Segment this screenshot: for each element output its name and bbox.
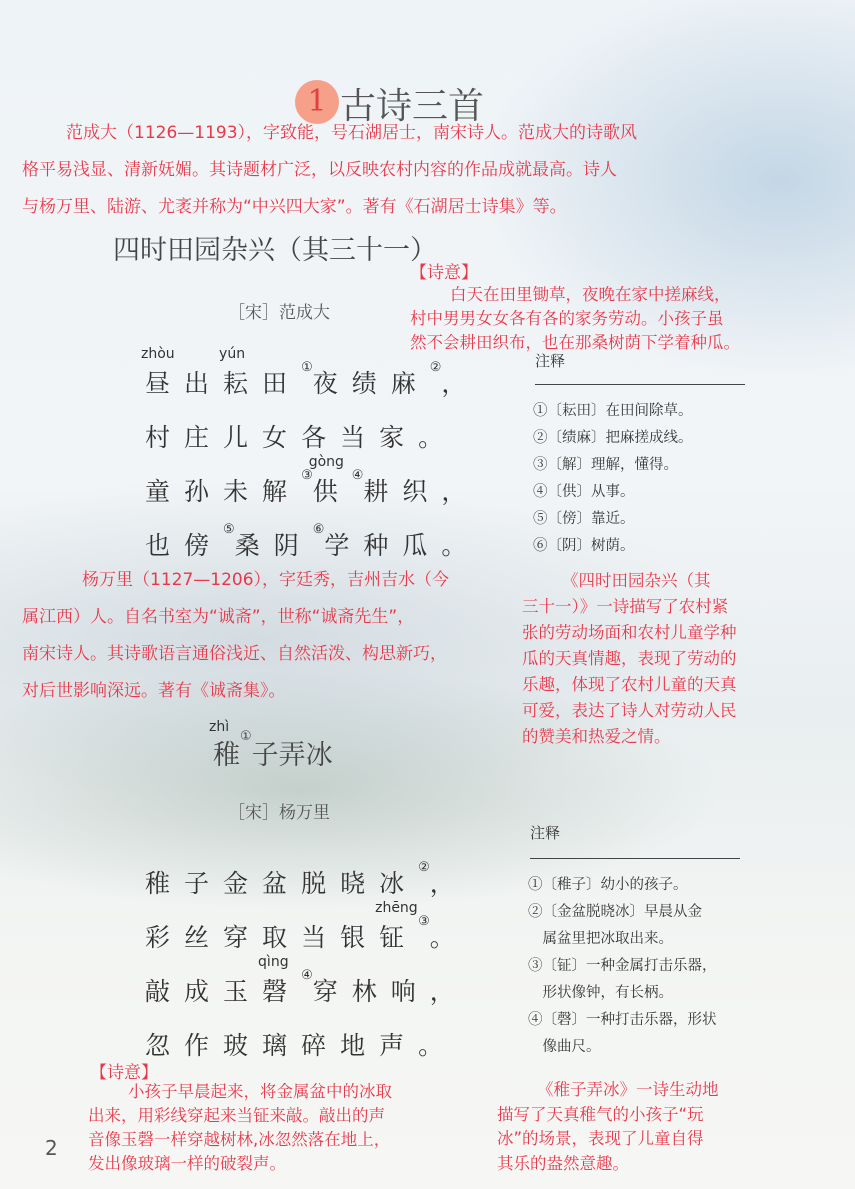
char: 成 xyxy=(184,977,224,1006)
meaning-line: 白天在田里锄草，夜晚在家中搓麻线， xyxy=(450,285,731,304)
char: 作 xyxy=(184,1031,224,1060)
footnote-marker: ⑤ xyxy=(223,522,235,537)
poem-char xyxy=(184,918,223,954)
bio-line: 属江西）人。自名书室为“诚斋”，世称“诚斋先生”， xyxy=(22,607,415,627)
char: 昼 xyxy=(145,369,185,398)
poem-char xyxy=(145,418,184,454)
text-line: ②〔绩麻〕把麻搓成线。 xyxy=(533,430,693,446)
poet-bio-yang xyxy=(22,562,502,710)
char: 。 xyxy=(441,531,481,560)
bio-line: 对后世影响深远。著有《诚斋集》。 xyxy=(22,681,286,701)
poem1-meaning-label: 【诗意】 xyxy=(410,263,478,283)
lesson-number-badge: 1 xyxy=(295,80,339,124)
char: 磬 xyxy=(262,977,302,1006)
text-line: ①〔稚子〕幼小的孩子。 xyxy=(528,877,688,893)
text-line: 可爱，表达了诗人对劳动人民 xyxy=(522,701,737,720)
char: 桑 xyxy=(234,531,274,560)
char: 瓜 xyxy=(402,531,442,560)
bio-line: 范成大（1126—1193），字致能，号石湖居士，南宋诗人。范成大的诗歌风 xyxy=(66,123,638,143)
poem-char xyxy=(375,900,430,954)
poem-char xyxy=(262,864,301,900)
text-line: ④〔磬〕一种打击乐器，形状 xyxy=(528,1012,717,1028)
text-line: ①〔耘田〕在田间除草。 xyxy=(533,403,693,419)
poem-char xyxy=(340,864,379,900)
meaning-line: 村中男男女女各有各的家务劳动。小孩子虽 xyxy=(410,309,724,328)
poem-char xyxy=(340,1026,379,1062)
text-line: ②〔金盆脱晓冰〕早晨从金 xyxy=(528,904,702,920)
char: ， xyxy=(429,977,469,1006)
char: ， xyxy=(441,477,481,506)
char: 玉 xyxy=(223,977,263,1006)
text-line: 发出像玻璃一样的破裂声。 xyxy=(88,1154,286,1173)
bio-line: 杨万里（1127—1206），字廷秀，吉州吉水（今 xyxy=(82,570,450,590)
poem-char xyxy=(223,972,262,1008)
poem-char xyxy=(430,864,469,900)
poem1-meaning xyxy=(410,283,790,355)
text-line: 像曲尺。 xyxy=(528,1039,601,1055)
poem-char xyxy=(223,918,262,954)
poet-bio-fan xyxy=(22,115,842,226)
char: 供 xyxy=(312,477,352,506)
poem-char xyxy=(313,972,352,1008)
poem-char xyxy=(273,522,325,562)
text-line: 瓜的天真情趣，表现了劳动的 xyxy=(522,649,737,668)
poem-char xyxy=(418,1026,457,1062)
char: 耘 xyxy=(223,369,263,398)
text-line: 其乐的盎然意趣。 xyxy=(497,1153,629,1173)
char: 盆 xyxy=(262,869,302,898)
poem-char xyxy=(262,418,301,454)
poem-char xyxy=(184,418,223,454)
poem-char xyxy=(441,472,480,508)
poem-char xyxy=(301,918,340,954)
char: 穿 xyxy=(223,923,263,952)
pinyin: zhì xyxy=(209,719,230,735)
char: 银 xyxy=(340,923,380,952)
poem-char xyxy=(184,472,223,508)
poem2-body xyxy=(145,846,469,1062)
poem-char xyxy=(184,364,223,400)
poem2-meaning xyxy=(88,1080,448,1176)
poem-char xyxy=(340,918,379,954)
text-line: ③〔解〕理解，懂得。 xyxy=(533,457,678,473)
char: 童 xyxy=(145,477,185,506)
char: 阴 xyxy=(273,531,313,560)
char: 忽 xyxy=(145,1031,185,1060)
char: 璃 xyxy=(262,1031,302,1060)
poem-char xyxy=(262,1026,301,1062)
text-line: 属盆里把冰取出来。 xyxy=(528,931,673,947)
title-char: 子 xyxy=(251,740,279,771)
char: 脱 xyxy=(301,869,341,898)
char: 金 xyxy=(223,869,263,898)
text-line: 描写了天真稚气的小孩子“玩 xyxy=(497,1104,704,1124)
text-line: 张的劳动场面和农村儿童学种 xyxy=(522,623,737,642)
poem-char xyxy=(324,526,363,562)
footnote-marker: ① xyxy=(301,360,313,375)
char: 。 xyxy=(418,423,458,452)
char: 麻 xyxy=(390,369,430,398)
poem1-title: 四时田园杂兴（其三十一） xyxy=(113,235,437,266)
meaning-line: 然不会耕田织布，也在那桑树荫下学着种瓜。 xyxy=(410,333,740,352)
poem-char xyxy=(340,418,379,454)
poem-char xyxy=(262,918,301,954)
char: 未 xyxy=(223,477,263,506)
notes-divider xyxy=(530,858,740,859)
poem2-notes-title: 注释 xyxy=(530,824,561,842)
poem-char xyxy=(219,346,263,400)
poem-char xyxy=(402,526,441,562)
poem-char xyxy=(301,418,340,454)
pinyin: qìng xyxy=(258,954,289,970)
char: 取 xyxy=(262,923,302,952)
poem-char xyxy=(352,972,391,1008)
text-line: 小孩子早晨起来，将金属盆中的冰取 xyxy=(128,1082,392,1101)
char: 学 xyxy=(324,531,364,560)
char: 敲 xyxy=(145,977,185,1006)
char: 钲 xyxy=(379,923,419,952)
notes-divider xyxy=(535,384,745,385)
poem-char xyxy=(352,364,391,400)
char: 儿 xyxy=(223,423,263,452)
poem-char xyxy=(145,472,184,508)
char: 种 xyxy=(363,531,403,560)
footnote-marker: ① xyxy=(240,729,252,744)
char: 当 xyxy=(301,923,341,952)
text-line: 出来，用彩线穿起来当钲来敲。敲出的声 xyxy=(88,1106,385,1125)
poem-char xyxy=(363,526,402,562)
char: 解 xyxy=(262,477,302,506)
poem1-notes-title: 注释 xyxy=(535,352,566,370)
poem1-author: ［宋］范成大 xyxy=(228,303,330,323)
poem-char xyxy=(145,1026,184,1062)
char: 冰 xyxy=(379,869,419,898)
poem-char xyxy=(145,918,184,954)
poem-char xyxy=(235,526,274,562)
poem-char xyxy=(223,418,262,454)
char: 田 xyxy=(262,369,302,398)
poem-line xyxy=(145,400,480,454)
pinyin: yún xyxy=(219,346,246,362)
poem-char xyxy=(379,860,430,900)
poem-char xyxy=(430,972,469,1008)
poem-char xyxy=(301,864,340,900)
poem2-meaning-label: 【诗意】 xyxy=(90,1063,158,1083)
poem-char xyxy=(145,864,184,900)
text-line: 的赞美和热爱之情。 xyxy=(522,727,671,746)
char: 庄 xyxy=(184,423,224,452)
poem2-author: ［宋］杨万里 xyxy=(228,803,330,823)
poem-char xyxy=(301,1026,340,1062)
text-line: ⑤〔傍〕靠近。 xyxy=(533,511,635,527)
footnote-marker: ⑥ xyxy=(312,522,325,537)
char: 。 xyxy=(429,923,469,952)
poem-char xyxy=(223,472,262,508)
poem-char xyxy=(313,364,352,400)
poem-char xyxy=(223,864,262,900)
poem-line xyxy=(145,900,469,954)
char: 响 xyxy=(390,977,430,1006)
char: ， xyxy=(441,369,481,398)
char: 夜 xyxy=(312,369,352,398)
poem-char xyxy=(184,972,223,1008)
char: 孙 xyxy=(184,477,224,506)
poem2-notes xyxy=(528,872,717,1061)
poem-char xyxy=(184,522,235,562)
title-char: 稚 xyxy=(213,740,240,771)
footnote-marker: ④ xyxy=(351,468,364,483)
char: 丝 xyxy=(184,923,224,952)
char: 玻 xyxy=(223,1031,263,1060)
char: 子 xyxy=(184,869,224,898)
char: 女 xyxy=(262,423,302,452)
poem-char xyxy=(441,364,480,400)
char: 出 xyxy=(184,369,224,398)
poem-char xyxy=(145,972,184,1008)
poem-char xyxy=(258,954,313,1008)
poem-char xyxy=(379,418,418,454)
text-line: 音像玉磬一样穿越树林,冰忽然落在地上， xyxy=(88,1130,391,1149)
poem-char xyxy=(379,1026,418,1062)
poem-char xyxy=(141,346,185,400)
poem-char xyxy=(390,360,442,400)
char: 晓 xyxy=(340,869,380,898)
poem-line xyxy=(145,454,480,508)
poem1-summary xyxy=(522,568,792,750)
poem-line xyxy=(145,508,480,562)
char: 也 xyxy=(145,531,185,560)
char: 耕 xyxy=(363,477,403,506)
bio-line: 格平易浅显、清新妩媚。其诗题材广泛，以反映农村内容的作品成就最高。诗人 xyxy=(22,160,617,180)
poem-char xyxy=(184,864,223,900)
char: 。 xyxy=(418,1031,458,1060)
char: 稚 xyxy=(145,869,185,898)
char: 家 xyxy=(379,423,419,452)
text-line: 《稚子弄冰》一诗生动地 xyxy=(537,1080,719,1099)
char: 林 xyxy=(351,977,391,1006)
page-number: 2 xyxy=(45,1136,58,1160)
poem-char xyxy=(418,418,457,454)
footnote-marker: ③ xyxy=(301,468,313,483)
text-line: ③〔钲〕一种金属打击乐器， xyxy=(528,958,717,974)
char: 各 xyxy=(301,423,341,452)
poem1-notes xyxy=(533,398,693,560)
char: 当 xyxy=(340,423,380,452)
text-line: 形状像钟，有长柄。 xyxy=(528,985,673,1001)
poem2-title xyxy=(209,719,333,772)
poem2-summary xyxy=(497,1078,767,1176)
pinyin: zhēng xyxy=(375,900,418,916)
char: ， xyxy=(429,869,469,898)
poem-char xyxy=(145,526,184,562)
poem-char xyxy=(262,468,313,508)
title-char: 弄冰 xyxy=(278,740,333,771)
footnote-marker: ② xyxy=(418,860,430,875)
poem-char xyxy=(391,972,430,1008)
pinyin: zhòu xyxy=(141,346,175,362)
text-line: 乐趣，体现了农村儿童的天真 xyxy=(522,675,737,694)
poem-char xyxy=(430,918,469,954)
poem-char xyxy=(402,472,441,508)
char: 地 xyxy=(340,1031,380,1060)
poem-char xyxy=(184,1026,223,1062)
poem-char xyxy=(441,526,480,562)
char: 绩 xyxy=(351,369,391,398)
footnote-marker: ② xyxy=(429,360,442,375)
poem-char xyxy=(262,360,313,400)
char: 村 xyxy=(145,423,185,452)
lesson-title: 古诗三首 xyxy=(340,86,485,127)
text-line: 《四时田园杂兴（其 xyxy=(562,571,711,590)
poem-char xyxy=(308,454,364,508)
bio-line: 南宋诗人。其诗歌语言通俗浅近、自然活泼、构思新巧， xyxy=(22,644,447,664)
text-line: ⑥〔阴〕树荫。 xyxy=(533,538,635,554)
char: 碎 xyxy=(301,1031,341,1060)
footnote-marker: ④ xyxy=(301,968,313,983)
poem-char xyxy=(223,1026,262,1062)
bio-line: 与杨万里、陆游、尤袤并称为“中兴四大家”。著有《石湖居士诗集》等。 xyxy=(22,197,567,217)
text-line: 三十一）》一诗描写了农村紧 xyxy=(522,597,729,616)
poem-line xyxy=(145,846,469,900)
text-line: 冰”的场景，表现了儿童自得 xyxy=(497,1129,704,1148)
char: 傍 xyxy=(184,531,224,560)
char: 彩 xyxy=(145,923,185,952)
char: 织 xyxy=(402,477,442,506)
char: 声 xyxy=(379,1031,419,1060)
footnote-marker: ③ xyxy=(418,914,430,929)
char: 穿 xyxy=(312,977,352,1006)
poem-line xyxy=(141,346,481,400)
poem-line xyxy=(145,1008,469,1062)
poem-line xyxy=(145,954,469,1008)
poem1-body xyxy=(141,346,481,562)
text-line: ④〔供〕从事。 xyxy=(533,484,635,500)
poem-char xyxy=(363,472,402,508)
pinyin: gòng xyxy=(308,454,344,470)
